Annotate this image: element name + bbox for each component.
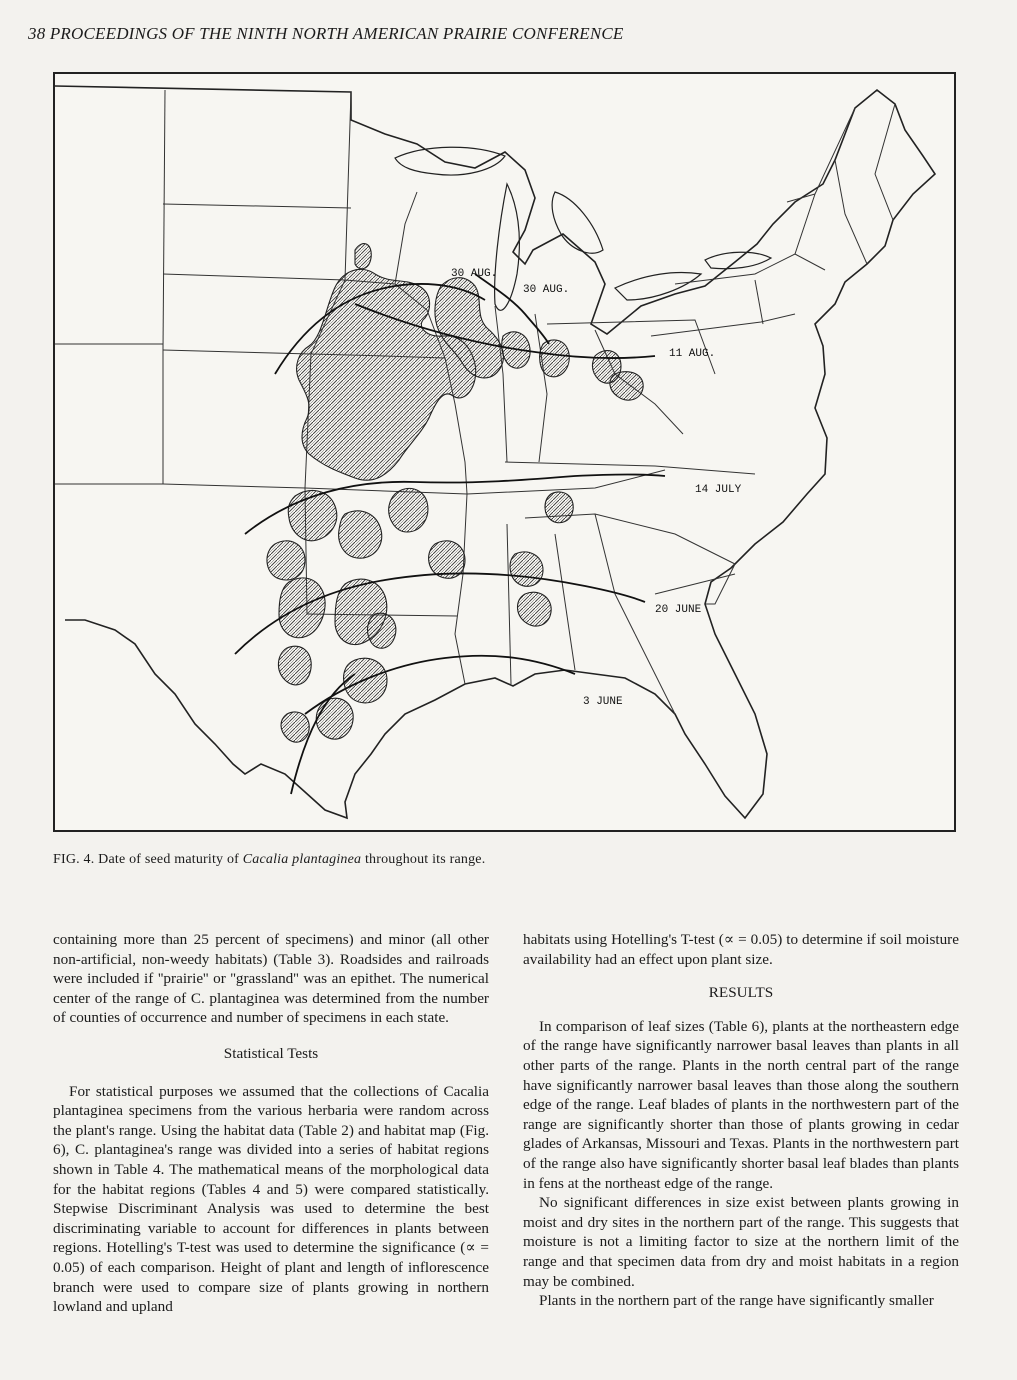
isoline-label-11aug: 11 AUG. [669, 348, 716, 360]
right-column [523, 930, 959, 1311]
left-paragraph-2: For statistical purposes we assumed that the collections of Cacalia plantaginea specimens from the various herbaria were random across the plant's range. Using the habitat data (Table 2) and habitat map (Fig. 6), C. plantaginea's range was divided into a series of habitat regions shown in Table 4. The mathematical means of the morphological data for the habitat regions (Tables 4 and 5) were compared statistically. Stepwise Discriminant Analysis was used to determine the best discriminating variable to account for differences in plants between regions. Hotelling's T-test was used to determine the significance (∝ = 0.05) of each comparison. Height of plant and length of inflorescence branch were used to compare size of plants growing in northern lowland and upland [53, 1082, 489, 1316]
results-paragraph-3: Plants in the northern part of the range have significantly smaller [539, 1292, 934, 1310]
section-heading-results: RESULTS [708, 984, 774, 1002]
right-paragraph-1: habitats using Hotelling's T-test (∝ = 0.05) to determine if soil moisture availability had an effect upon plant size. [523, 931, 959, 968]
lake-huron [552, 192, 603, 253]
isoline-label-20june: 20 JUNE [655, 604, 702, 616]
lake-erie [615, 273, 701, 300]
isoline-label-14july: 14 JULY [695, 484, 742, 496]
results-paragraph-1: In comparison of leaf sizes (Table 6), plants at the northeastern edge of the range have significantly narrower basal leaves than plants in all other parts of the range. Plants in the north central part of the range have significantly narrower basal leaves than those along the southern edge of the range. Leaf blades of plants in the northwestern part of the range are significantly shorter than those of plants growing in cedar glades of Arkansas, Missouri and Texas. Plants in the northwestern part of the range also have significantly shorter basal leaf blades than plants in fens at the northeast edge of the range. [523, 1017, 959, 1192]
caption-suffix: throughout its range. [361, 852, 486, 867]
isoline-label-3june: 3 JUNE [583, 696, 623, 708]
us-map [55, 74, 958, 834]
left-column [53, 930, 489, 1317]
caption-species: Cacalia plantaginea [242, 852, 362, 867]
results-paragraph-2: No significant differences in size exist between plants growing in moist and dry sites in the northern part of the range. This suggests that moisture is not a limiting factor to size at the northern limit of the range and that specimen data from dry and moist habitats in a region may be combined. [523, 1194, 959, 1290]
state-boundaries [55, 90, 895, 714]
running-head: 38 PROCEEDINGS OF THE NINTH NORTH AMERICAN PRAIRIE CONFERENCE [28, 24, 624, 43]
range-map-figure [53, 72, 956, 832]
section-heading-statistical-tests: Statistical Tests [223, 1044, 319, 1062]
left-paragraph-1: containing more than 25 percent of specimens) and minor (all other non-artificial, non-weedy habitats) (Table 3). Roadsides and railroads were included if ''prairie'' or ''grassland'' was an epithet. The numerical center of the range of C. plantaginea was determined from the number of counties of occurrence and number of specimens in each state. [53, 931, 489, 1027]
caption-prefix: FIG. 4. Date of seed maturity of [53, 852, 243, 867]
country-outline [55, 86, 935, 818]
isoline-label-30aug-west: 30 AUG. [451, 268, 498, 280]
isoline-label-30aug-east: 30 AUG. [523, 284, 570, 296]
figure-caption [53, 852, 485, 868]
